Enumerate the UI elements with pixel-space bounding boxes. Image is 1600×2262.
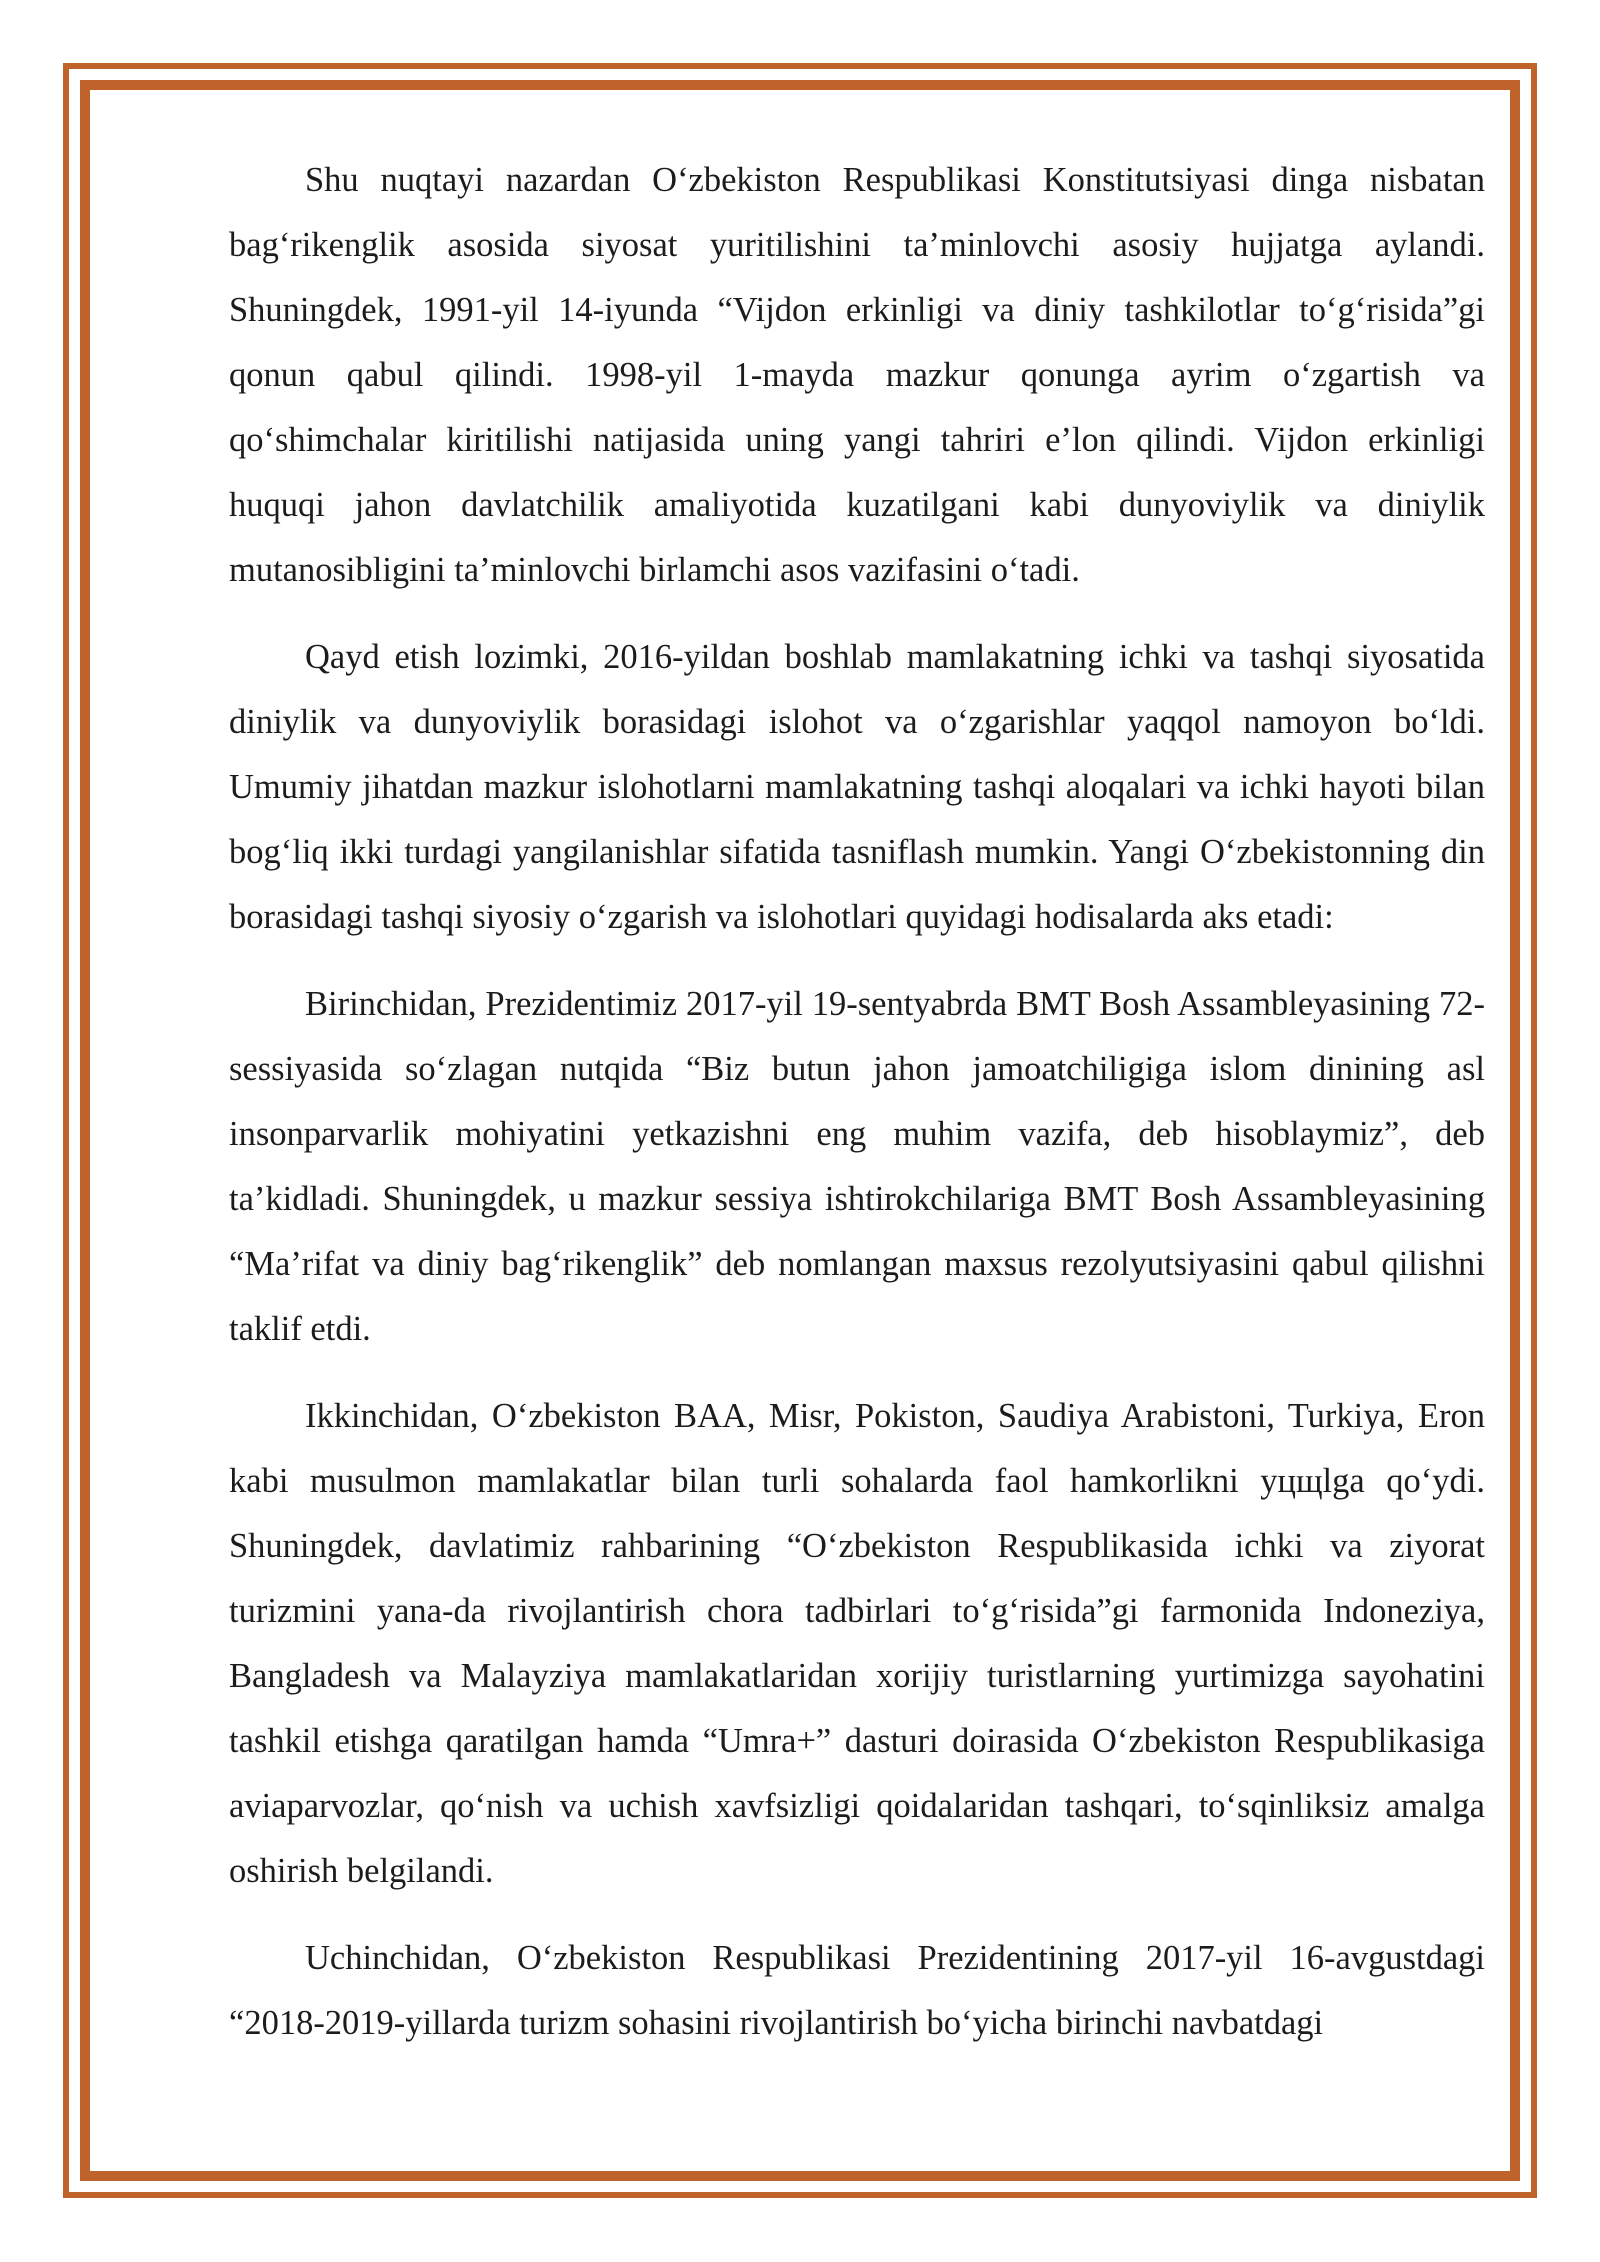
paragraph-5: Uchinchidan, O‘zbekiston Respublikasi Prezidentining 2017-yil 16-avgustdagi “2018-2019-yillarda turizm sohasini rivojlantirish bo‘yicha birinchi navbatdagi	[229, 1939, 1485, 2042]
paragraph-1: Shu nuqtayi nazardan O‘zbekiston Respublikasi Konstitutsiyasi dinga nisbatan bag‘rikenglik asosida siyosat yuritilishini ta’minlovchi asosiy hujjatga aylandi. Shuningdek, 1991-yil 14-iyunda “Vijdon erkinligi va diniy tashkilotlar to‘g‘risida”gi qonun qabul qilindi. 1998-yil 1-mayda mazkur qonunga ayrim o‘zgartish va qo‘shimchalar kiritilishi natijasida uning yangi tahriri e’lon qilindi. Vijdon erkinligi huquqi jahon davlatchilik amaliyotida kuzatilgani kabi dunyoviylik va diniylik mutanosibligini ta’minlovchi birlamchi asos vazifasini o‘tadi.	[229, 161, 1485, 589]
paragraph-3: Birinchidan, Prezidentimiz 2017-yil 19-sentyabrda BMT Bosh Assambleyasining 72-sessiyasida so‘zlagan nutqida “Biz butun jahon jamoatchiligiga islom dinining asl insonparvarlik mohiyatini yetkazishni eng muhim vazifa, deb hisoblaymiz”, deb ta’kidladi. Shuningdek, u mazkur sessiya ishtirokchilariga BMT Bosh Assambleyasining “Ma’rifat va diniy bag‘rikenglik” deb nomlangan maxsus rezolyutsiyasini qabul qilishni taklif etdi.	[229, 985, 1485, 1348]
document-body	[229, 148, 1485, 2078]
paragraph-2: Qayd etish lozimki, 2016-yildan boshlab mamlakatning ichki va tashqi siyosatida diniylik va dunyoviylik borasidagi islohot va o‘zgarishlar yaqqol namoyon bo‘ldi. Umumiy jihatdan mazkur islohotlarni mamlakatning tashqi aloqalari va ichki hayoti bilan bog‘liq ikki turdagi yangilanishlar sifatida tasniflash mumkin. Yangi O‘zbekistonning din borasidagi tashqi siyosiy o‘zgarish va islohotlari quyidagi hodisalarda aks etadi:	[229, 638, 1485, 936]
paragraph-4: Ikkinchidan, O‘zbekiston BAA, Misr, Pokiston, Saudiya Arabistoni, Turkiya, Eron kabi musulmon mamlakatlar bilan turli sohalarda faol hamkorlikni yцщlga qo‘ydi. Shuningdek, davlatimiz rahbarining “O‘zbekiston Respublikasida ichki va ziyorat turizmini yana-da rivojlantirish chora tadbirlari to‘g‘risida”gi farmonida Indoneziya, Bangladesh va Malayziya mamlakatlaridan xorijiy turistlarning yurtimizga sayohatini tashkil etishga qaratilgan hamda “Umra+” dasturi doirasida O‘zbekiston Respublikasiga aviaparvozlar, qo‘nish va uchish xavfsizligi qoidalaridan tashqari, to‘sqinliksiz amalga oshirish belgilandi.	[229, 1397, 1485, 1890]
